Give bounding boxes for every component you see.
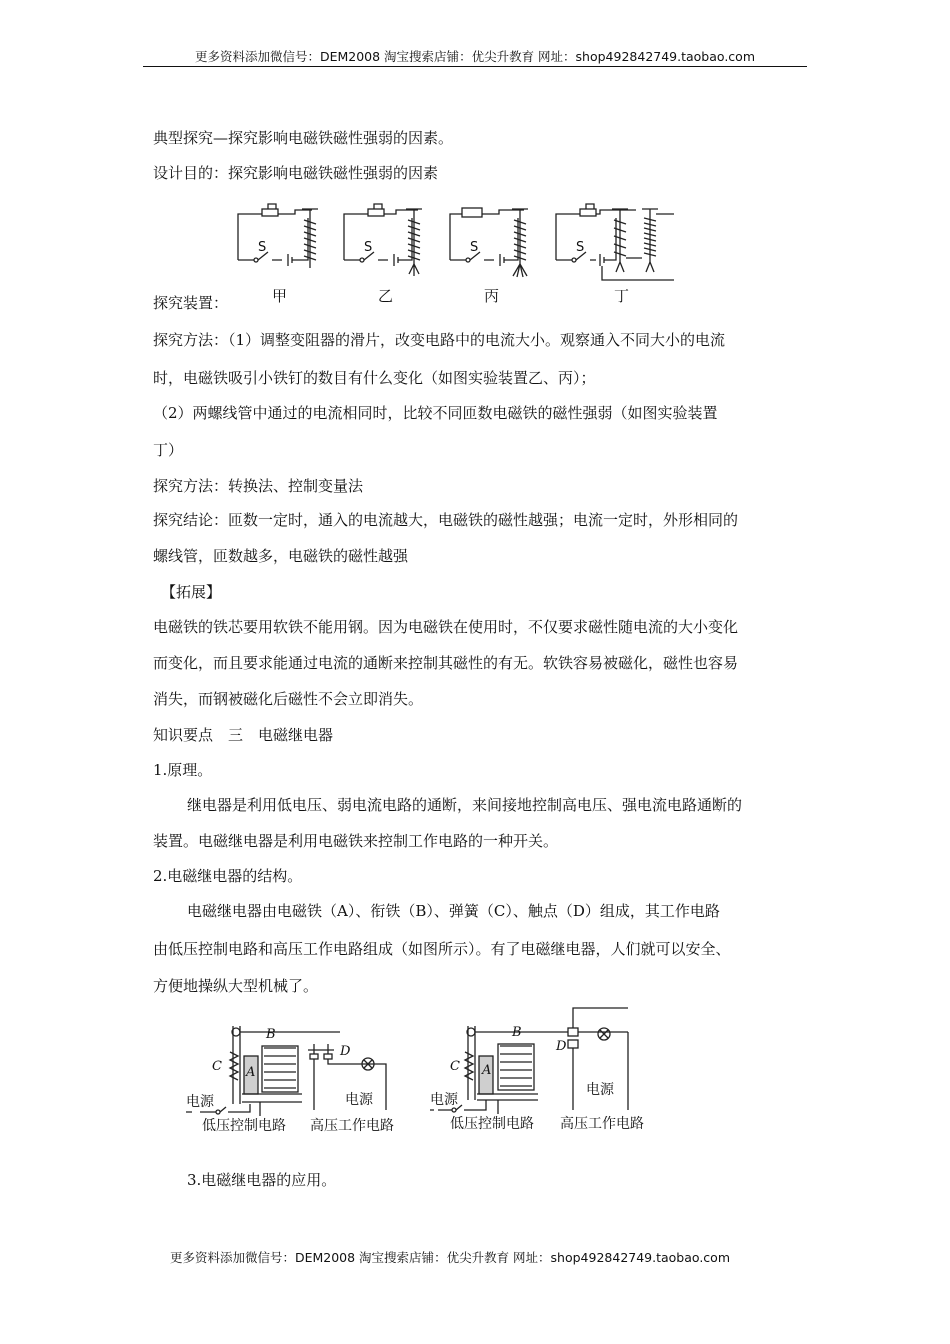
text-line: 典型探究—探究影响电磁铁磁性强弱的因素。: [153, 129, 454, 147]
caption-yi: 乙: [378, 287, 394, 305]
label-d: D: [340, 1044, 351, 1059]
power-label: 电源: [586, 1082, 614, 1098]
power-label: 电源: [186, 1094, 214, 1110]
setup-jia: [238, 204, 318, 268]
caption-jia: 甲: [272, 287, 288, 305]
text-line: 设计目的：探究影响电磁铁磁性强弱的因素: [153, 164, 439, 182]
text-line: 探究方法：转换法、控制变量法: [153, 477, 364, 495]
caption-ding: 丁: [614, 287, 630, 305]
section-heading-expand: 【拓展】: [161, 583, 222, 601]
label-a: A: [246, 1065, 256, 1080]
relay-figure-right: [428, 1000, 658, 1135]
text-line: 3.电磁继电器的应用。: [187, 1171, 337, 1189]
text-line: 由低压控制电路和高压工作电路组成（如图所示）。有了电磁继电器，人们就可以安全、: [153, 940, 731, 958]
text-line: 2.电磁继电器的结构。: [153, 867, 303, 885]
power-label: 电源: [345, 1092, 373, 1108]
page-header: 更多资料添加微信号：DEM2008 淘宝搜索店铺：优尖升教育 网址：shop492842749.taobao.com: [194, 49, 756, 64]
switch-label: S: [364, 240, 373, 255]
switch-label: S: [576, 240, 585, 255]
text-line: 时，电磁铁吸引小铁钉的数目有什么变化（如图实验装置乙、丙）；: [153, 369, 596, 387]
label-b: B: [512, 1025, 522, 1040]
text-line: 而变化，而且要求能通过电流的通断来控制其磁性的有无。软铁容易被磁化，磁性也容易: [153, 654, 739, 672]
label-d: D: [556, 1039, 567, 1054]
text-line: （2）两螺线管中通过的电流相同时，比较不同匝数电磁铁的磁性强弱（如图实验装置: [153, 404, 718, 422]
text-line: 电磁铁的铁芯要用软铁不能用钢。因为电磁铁在使用时，不仅要求磁性随电流的大小变化: [153, 618, 739, 636]
text-line: 探究装置：: [153, 294, 229, 312]
text-line: 探究结论：匝数一定时，通入的电流越大，电磁铁的磁性越强；电流一定时，外形相同的: [153, 511, 739, 529]
label-b: B: [266, 1027, 276, 1042]
text-line: 继电器是利用低电压、弱电流电路的通断，来间接地控制高电压、强电流电路通断的: [187, 796, 743, 814]
text-line: 螺线管，匝数越多，电磁铁的磁性越强: [153, 547, 409, 565]
page-footer: 更多资料添加微信号：DEM2008 淘宝搜索店铺：优尖升教育 网址：shop492842749.taobao.com: [169, 1250, 731, 1265]
text-line: 1.原理。: [153, 761, 213, 779]
relay-figure-left: [180, 1018, 410, 1138]
setup-ding: [556, 204, 674, 280]
power-label: 电源: [430, 1092, 458, 1108]
text-line: 丁）: [153, 441, 184, 459]
caption-low-voltage: 低压控制电路: [202, 1118, 286, 1134]
text-line: 方便地操纵大型机械了。: [153, 977, 319, 995]
caption-high-voltage: 高压工作电路: [310, 1118, 394, 1134]
switch-label: S: [258, 240, 267, 255]
setup-yi: [344, 204, 422, 276]
text-line: 探究方法：（1）调整变阻器的滑片，改变电路中的电流大小。观察通入不同大小的电流: [153, 331, 726, 349]
label-c: C: [450, 1059, 460, 1074]
text-line: 电磁继电器由电磁铁（A）、衔铁（B）、弹簧（C）、触点（D）组成，其工作电路: [187, 902, 720, 920]
text-line: 消失，而钢被磁化后磁性不会立即消失。: [153, 690, 424, 708]
text-line: 装置。电磁继电器是利用电磁铁来控制工作电路的一种开关。: [153, 832, 559, 850]
switch-label: S: [470, 240, 479, 255]
label-a: A: [482, 1063, 492, 1078]
section-heading: 知识要点 三 电磁继电器: [153, 726, 334, 744]
caption-low-voltage: 低压控制电路: [450, 1116, 534, 1132]
setup-bing: [450, 208, 528, 277]
header-rule: [143, 66, 807, 67]
caption-bing: 丙: [484, 287, 500, 305]
label-c: C: [212, 1059, 222, 1074]
caption-high-voltage: 高压工作电路: [560, 1116, 644, 1132]
